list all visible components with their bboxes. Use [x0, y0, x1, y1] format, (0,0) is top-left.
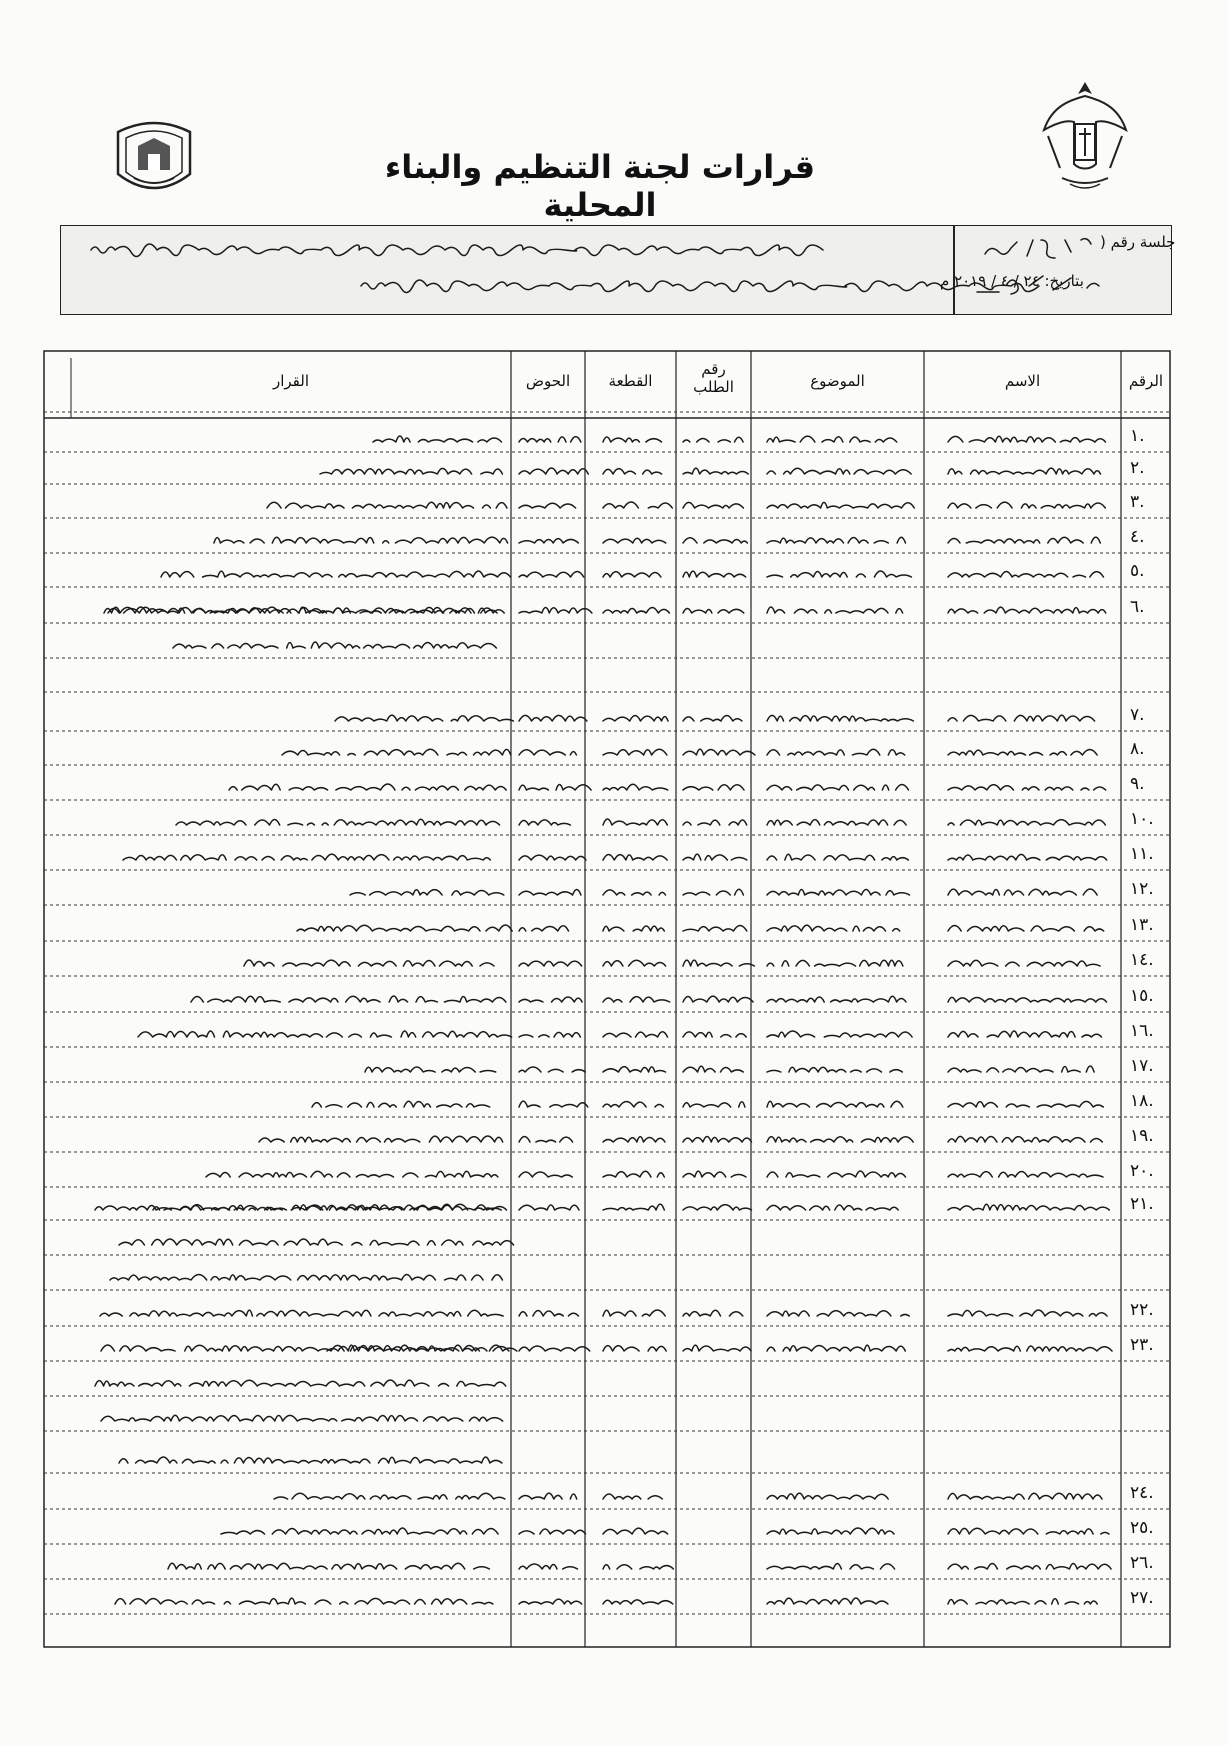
handwritten-entry — [683, 609, 748, 614]
handwritten-entry — [320, 468, 508, 474]
handwritten-entry — [948, 854, 1107, 860]
handwritten-entry — [767, 436, 897, 442]
handwritten-entry — [767, 960, 903, 966]
handwritten-entry — [948, 436, 1106, 442]
handwritten-entry — [767, 468, 919, 474]
handwritten-entry — [683, 571, 746, 577]
handwritten-entry — [948, 820, 1105, 825]
handwritten-entry — [519, 750, 581, 755]
handwritten-entry — [767, 1564, 895, 1570]
handwritten-entry — [519, 503, 580, 508]
handwritten-entry — [312, 1101, 495, 1107]
handwritten-entry — [948, 997, 1112, 1002]
row-number: ١٩. — [1130, 1126, 1154, 1146]
handwritten-entry — [683, 468, 748, 474]
handwritten-entry — [948, 889, 1097, 895]
handwritten-entry — [603, 749, 667, 755]
col-header-subject: الموضوع — [810, 372, 865, 390]
row-number: ١١. — [1130, 844, 1154, 864]
handwritten-entry — [274, 1493, 505, 1499]
handwritten-entry — [767, 1171, 905, 1177]
handwritten-entry — [683, 1137, 752, 1143]
handwritten-entry — [519, 1067, 595, 1072]
row-number: ٧. — [1130, 705, 1145, 725]
handwritten-entry — [603, 1032, 673, 1037]
handwritten-entry — [519, 1599, 582, 1604]
handwritten-entry — [519, 468, 588, 474]
handwritten-entry — [519, 1529, 586, 1534]
handwritten-entry — [683, 502, 743, 508]
handwritten-entry — [603, 572, 666, 577]
handwritten-entry — [948, 1310, 1107, 1316]
handwritten-entry — [519, 539, 578, 543]
handwritten-entry — [683, 1345, 761, 1351]
handwritten-entry — [948, 1563, 1111, 1569]
handwritten-entry — [519, 855, 586, 860]
handwritten-entry — [767, 571, 911, 577]
row-number: ١٤. — [1130, 950, 1154, 970]
handwritten-entry — [948, 750, 1097, 755]
handwritten-entry — [767, 1101, 903, 1107]
row-number: ١٨. — [1130, 1091, 1154, 1111]
row-number: ١٣. — [1130, 915, 1154, 935]
handwritten-entry — [683, 538, 755, 543]
handwritten-entry — [683, 1032, 746, 1037]
handwritten-entry — [948, 1101, 1103, 1107]
handwritten-entry — [767, 1345, 905, 1351]
row-number: ١٥. — [1130, 986, 1154, 1006]
handwritten-entry — [519, 608, 592, 614]
handwritten-entry — [683, 889, 743, 895]
handwritten-entry — [519, 715, 587, 721]
handwritten-entry — [948, 1493, 1102, 1499]
handwritten-entry — [161, 571, 518, 577]
handwritten-entry — [767, 1067, 908, 1072]
handwritten-entry — [683, 820, 747, 825]
handwritten-entry — [519, 926, 574, 931]
handwritten-entry — [767, 785, 913, 790]
handwritten-entry — [282, 749, 511, 755]
handwritten-entry — [603, 716, 678, 722]
handwritten-entry — [683, 1310, 752, 1316]
handwritten-entry — [95, 1380, 514, 1386]
row-number: ٢٤. — [1130, 1483, 1154, 1503]
handwritten-entry — [948, 607, 1106, 613]
handwritten-entry — [119, 1239, 514, 1245]
handwritten-entry — [683, 960, 754, 966]
handwritten-entry — [683, 926, 747, 931]
handwritten-entry — [767, 1031, 912, 1037]
handwritten-entry — [519, 437, 581, 442]
handwritten-entry — [948, 785, 1106, 790]
handwritten-entry — [221, 1528, 498, 1534]
handwritten-entry — [110, 1274, 510, 1280]
handwritten-entry — [767, 1493, 896, 1499]
handwritten-entry — [138, 1031, 512, 1037]
handwritten-entry — [119, 1457, 502, 1463]
handwritten-entry — [101, 1345, 509, 1351]
handwritten-entry — [603, 1171, 664, 1177]
handwritten-entry — [767, 502, 914, 508]
col-header-basin: الحوض — [525, 372, 571, 390]
row-number: ٢٢. — [1130, 1300, 1154, 1320]
col-header-name: الاسم — [1004, 372, 1041, 390]
handwritten-entry — [767, 1528, 894, 1534]
handwritten-entry — [603, 1565, 673, 1569]
handwritten-entry — [519, 1172, 580, 1177]
handwritten-entry — [365, 1067, 505, 1072]
handwritten-entry — [767, 1311, 909, 1316]
handwritten-entry — [603, 1600, 682, 1604]
handwritten-entry — [603, 1137, 665, 1142]
handwritten-entry — [519, 1346, 598, 1351]
handwritten-entry — [603, 1528, 678, 1534]
handwritten-entry — [603, 926, 664, 931]
row-number: ٢. — [1130, 458, 1145, 478]
decisions-table — [43, 350, 1171, 1650]
handwritten-entry — [101, 1415, 509, 1421]
handwritten-entry — [948, 502, 1105, 508]
row-number: ٢١. — [1130, 1194, 1154, 1214]
handwritten-entry — [603, 1310, 665, 1316]
handwritten-entry — [948, 571, 1111, 577]
handwritten-entry — [767, 749, 905, 755]
handwritten-entry — [767, 996, 906, 1002]
handwritten-entry — [519, 997, 582, 1002]
handwritten-entry — [767, 820, 906, 825]
handwritten-entry — [519, 784, 599, 790]
handwritten-entry — [683, 854, 747, 860]
handwritten-entry — [948, 926, 1104, 931]
handwritten-entry — [519, 1032, 589, 1037]
row-number: ٢٥. — [1130, 1518, 1154, 1538]
handwritten-entry — [335, 715, 513, 721]
handwritten-entry — [603, 960, 674, 966]
handwritten-entry — [683, 437, 743, 442]
handwritten-entry — [168, 1563, 494, 1569]
handwritten-entry — [350, 890, 510, 895]
row-number: ١٦. — [1130, 1021, 1154, 1041]
handwritten-entry — [519, 1564, 585, 1569]
handwritten-entry — [267, 502, 507, 508]
handwritten-entry — [948, 960, 1108, 966]
row-number: ٩. — [1130, 774, 1145, 794]
handwritten-entry — [948, 537, 1100, 543]
col-header-request-number-line1: رقم — [701, 360, 726, 378]
handwritten-entry — [603, 1102, 663, 1108]
handwritten-entry — [948, 1346, 1112, 1351]
handwritten-entry — [948, 1136, 1102, 1142]
handwritten-entry — [767, 1205, 898, 1210]
row-number: ٣. — [1130, 492, 1145, 512]
handwritten-entry — [519, 1137, 573, 1142]
municipality-seal-icon — [108, 112, 200, 204]
handwritten-entry — [173, 642, 496, 648]
handwritten-entry — [244, 960, 504, 966]
row-number: ٨. — [1130, 739, 1145, 759]
handwritten-entry — [603, 854, 667, 860]
handwritten-entry — [259, 1136, 503, 1142]
handwritten-entry — [948, 1599, 1097, 1604]
handwritten-entry — [519, 1493, 581, 1499]
handwritten-entry — [519, 1310, 578, 1316]
row-number: ١. — [1130, 426, 1145, 446]
handwritten-entry — [603, 1346, 673, 1351]
handwritten-entry — [683, 1205, 756, 1210]
handwritten-entry — [603, 538, 666, 543]
handwritten-entry — [948, 1066, 1094, 1072]
handwritten-entry — [767, 1137, 913, 1142]
handwritten-entry — [767, 1598, 888, 1604]
handwritten-entry — [603, 502, 672, 508]
handwritten-entry — [297, 925, 512, 931]
row-number: ٢٧. — [1130, 1588, 1154, 1608]
handwritten-entry — [683, 785, 744, 790]
session-header-box — [60, 225, 1172, 315]
handwritten-entry — [519, 961, 582, 966]
row-number: ٥. — [1130, 561, 1145, 581]
session-date-label: بتاريخ: ٢٤ / ٤ / ٢٠١٩ م — [940, 272, 1084, 290]
row-number: ١٢. — [1130, 879, 1154, 899]
row-number: ٢٠. — [1130, 1161, 1154, 1181]
handwritten-entry — [373, 436, 502, 442]
handwritten-entry — [948, 1171, 1103, 1177]
handwritten-entry — [683, 1171, 752, 1177]
handwritten-entry — [767, 925, 900, 931]
handwritten-entry — [123, 854, 490, 860]
handwritten-entry — [767, 854, 908, 860]
handwritten-entry — [767, 715, 920, 721]
page-title: قرارات لجنة التنظيم والبناء المحلية — [384, 148, 816, 224]
handwritten-entry — [683, 749, 755, 755]
handwritten-entry — [948, 1528, 1109, 1534]
handwritten-entry — [603, 1204, 664, 1210]
col-header-request-number-line2: الطلب — [693, 378, 734, 396]
col-header-parcel: القطعة — [608, 372, 653, 390]
handwritten-entry — [229, 784, 511, 790]
handwritten-entry — [948, 1031, 1102, 1037]
row-number: ٤. — [1130, 527, 1145, 547]
handwritten-entry — [948, 1204, 1115, 1210]
attendees-handwriting — [61, 226, 1171, 314]
handwritten-entry — [519, 1101, 588, 1107]
handwritten-entry — [767, 537, 905, 543]
handwritten-entry — [100, 1310, 503, 1316]
handwritten-entry — [948, 468, 1108, 474]
row-number: ١٠. — [1130, 809, 1154, 829]
handwritten-entry — [603, 997, 670, 1002]
handwritten-entry — [603, 1494, 662, 1499]
handwritten-entry — [519, 1205, 579, 1210]
handwritten-entry — [683, 716, 742, 722]
col-header-number: الرقم — [1128, 372, 1164, 390]
handwritten-entry — [683, 1066, 743, 1072]
col-header-decision: القرار — [272, 372, 309, 390]
handwritten-entry — [519, 820, 580, 825]
eagle-emblem-icon — [1040, 78, 1130, 196]
handwritten-entry — [176, 819, 506, 825]
handwritten-entry — [767, 607, 903, 613]
row-number: ١٧. — [1130, 1056, 1154, 1076]
handwritten-entry — [603, 784, 676, 790]
handwritten-entry — [603, 469, 662, 474]
handwritten-entry — [603, 607, 669, 613]
handwritten-entry — [191, 996, 506, 1002]
handwritten-entry — [767, 890, 910, 895]
handwritten-entry — [948, 715, 1104, 721]
handwritten-entry — [683, 1102, 745, 1107]
handwritten-entry — [214, 537, 517, 543]
handwritten-entry — [519, 890, 581, 896]
handwritten-entry — [603, 819, 667, 825]
handwritten-entry — [603, 1067, 666, 1072]
handwritten-entry — [519, 572, 584, 578]
handwritten-entry — [603, 890, 666, 895]
col-header-request-number — [676, 360, 751, 396]
handwritten-entry — [603, 437, 662, 442]
handwritten-entry — [206, 1171, 498, 1177]
handwritten-entry — [683, 996, 753, 1002]
session-number-label: جلسة رقم ( — [1100, 233, 1176, 251]
row-number: ٢٣. — [1130, 1335, 1154, 1355]
handwritten-entry — [115, 1598, 502, 1604]
row-number: ٦. — [1130, 597, 1145, 617]
row-number: ٢٦. — [1130, 1553, 1154, 1573]
